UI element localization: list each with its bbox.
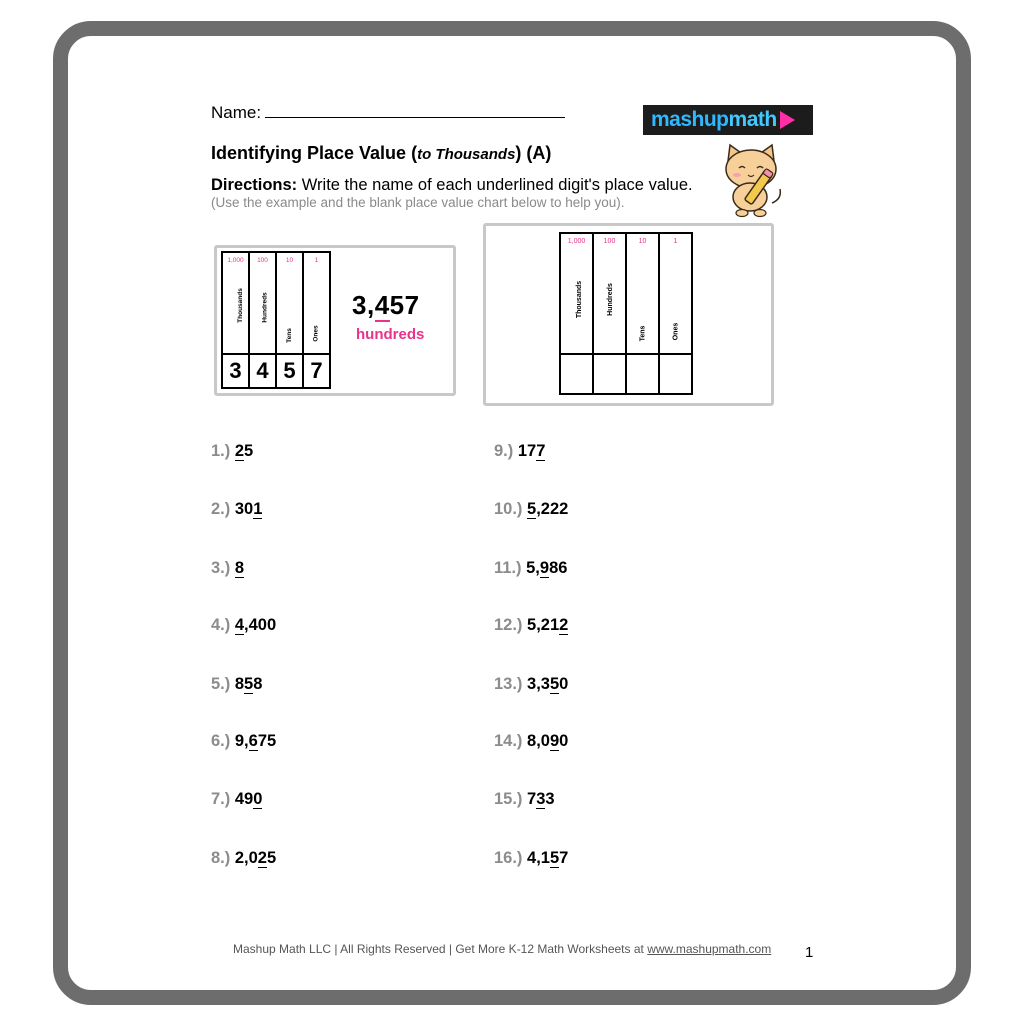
footer-text: Mashup Math LLC | All Rights Reserved | Get More K-12 Math Worksheets at (233, 942, 648, 956)
problem-value (235, 849, 276, 868)
problem-item (211, 849, 276, 868)
blank-digit-cell[interactable] (659, 354, 692, 394)
problem-digits-after: 0 (559, 732, 569, 750)
example-number (352, 290, 420, 321)
problem-digits-after: 7 (559, 849, 569, 867)
problem-underlined-digit: 6 (248, 732, 258, 750)
problem-number: 11.) (494, 559, 522, 577)
title-end: (A) (521, 143, 552, 163)
example-value-label: 10 (285, 257, 294, 264)
problem-number: 16.) (494, 849, 523, 867)
problem-digits-before: 2,0 (234, 849, 258, 867)
problem-digits-before: 7 (527, 790, 537, 808)
problem-number: 9.) (494, 442, 514, 460)
example-number-underlined-digit: 4 (374, 290, 390, 320)
name-blank-line[interactable] (265, 103, 565, 118)
problem-value (526, 559, 567, 578)
problem-item (494, 849, 568, 868)
example-label: Ones (312, 325, 320, 342)
problem-digits-after: 5 (244, 442, 254, 460)
mashupmath-logo (643, 105, 813, 135)
problem-digits-after: 8 (253, 675, 263, 693)
problem-value (527, 849, 568, 868)
example-column-ones (303, 252, 330, 354)
problem-digits-before: 17 (517, 442, 537, 460)
problem-number: 6.) (211, 732, 231, 750)
example-label: Hundreds (261, 292, 269, 323)
sub-directions: (Use the example and the blank place value chart below to help you). (211, 195, 625, 210)
blank-value-label: 1,000 (567, 238, 586, 245)
problem-item (494, 442, 545, 461)
problem-underlined-digit: 8 (234, 559, 245, 577)
problem-item (211, 790, 262, 809)
problem-digits-after: 75 (257, 732, 277, 750)
problem-value (235, 790, 263, 809)
example-label: Thousands (236, 288, 244, 323)
name-field[interactable] (211, 103, 565, 123)
example-column-tens (276, 252, 303, 354)
blank-column-thousands (560, 233, 593, 354)
title-start: Identifying Place Value (211, 143, 412, 163)
problem-item (494, 732, 568, 751)
example-value-label: 1 (314, 257, 319, 264)
problem-digits-after: ,400 (244, 616, 277, 634)
blank-label: Thousands (576, 280, 584, 319)
problem-item (211, 500, 262, 519)
problem-item (211, 675, 262, 694)
problem-underlined-digit: 2 (559, 616, 569, 634)
problem-underlined-digit: 1 (253, 500, 263, 518)
logo-mashup-text: mashup (651, 108, 729, 131)
problem-number: 15.) (494, 790, 523, 808)
problem-underlined-digit: 5 (549, 849, 560, 867)
example-value-label: 100 (257, 257, 268, 264)
problem-digits-after: ,222 (536, 500, 569, 518)
problem-number: 10.) (494, 500, 523, 518)
problem-underlined-digit: 9 (549, 732, 560, 750)
problem-number: 8.) (211, 849, 231, 867)
problem-item (494, 675, 568, 694)
problem-number: 7.) (211, 790, 231, 808)
blank-label: Tens (638, 325, 646, 342)
problem-item (494, 616, 568, 635)
blank-column-hundreds (593, 233, 626, 354)
name-label: Name: (211, 103, 262, 122)
problem-digits-before: 4,1 (527, 849, 550, 867)
example-number-before: 3, (352, 290, 375, 320)
blank-place-value-chart (559, 232, 693, 395)
problem-underlined-digit: 7 (536, 442, 546, 460)
problem-digits-before: 49 (234, 790, 254, 808)
blank-label: Hundreds (606, 283, 614, 316)
blank-value-label: 100 (603, 238, 616, 245)
problem-underlined-digit: 4 (234, 616, 245, 634)
example-digit: 7 (303, 354, 330, 388)
problem-item (494, 790, 555, 809)
example-digit: 3 (222, 354, 249, 388)
problem-item (494, 559, 567, 578)
problem-value (527, 790, 555, 809)
problem-digits-after: 5 (266, 849, 277, 867)
problem-digits-before: 8,0 (527, 732, 550, 750)
directions-text: Write the name of each underlined digit's place value. (297, 176, 693, 194)
problem-value (527, 500, 568, 519)
problem-underlined-digit: 9 (539, 559, 550, 577)
title-paren-close: ) (515, 143, 522, 163)
example-value-label: 1,000 (227, 257, 244, 264)
example-number-after: 57 (389, 290, 420, 320)
problem-value (527, 616, 568, 635)
problem-underlined-digit: 2 (257, 849, 267, 867)
problem-value (235, 616, 276, 635)
problem-underlined-digit: 0 (253, 790, 263, 808)
example-digit: 4 (249, 354, 276, 388)
problem-digits-before: 8 (234, 675, 245, 693)
blank-digit-cell[interactable] (626, 354, 659, 394)
problem-value (527, 732, 568, 751)
problem-underlined-digit: 5 (527, 500, 537, 518)
directions-label: Directions: (211, 176, 298, 194)
example-column-thousands (222, 252, 249, 354)
problem-digits-before: 30 (234, 500, 254, 518)
blank-value-label: 10 (638, 238, 647, 245)
problem-digits-after: 3 (545, 790, 555, 808)
example-column-hundreds (249, 252, 276, 354)
example-label: Tens (285, 328, 293, 343)
problem-digits-before: 3,3 (527, 675, 550, 693)
blank-column-tens (626, 233, 659, 354)
logo-math-text: math (728, 108, 777, 131)
problem-digits-before: 9, (234, 732, 249, 750)
problem-underlined-digit: 2 (234, 442, 245, 460)
problem-digits-before: 5,21 (527, 616, 560, 634)
problem-underlined-digit: 5 (549, 675, 560, 693)
problem-number: 12.) (494, 616, 523, 634)
play-icon (780, 111, 795, 129)
problem-value (235, 442, 253, 461)
problem-item (494, 500, 568, 519)
worksheet-title (211, 143, 551, 164)
title-italic: to Thousands (417, 146, 516, 163)
problem-number: 2.) (211, 500, 231, 518)
problem-number: 14.) (494, 732, 523, 750)
blank-value-label: 1 (673, 238, 678, 245)
problem-underlined-digit: 3 (536, 790, 546, 808)
problem-value (235, 675, 263, 694)
blank-digit-cell[interactable] (593, 354, 626, 394)
problem-digits-after: 86 (549, 559, 568, 577)
problem-item (211, 559, 244, 578)
blank-column-ones (659, 233, 692, 354)
footer (233, 942, 771, 956)
problem-number: 4.) (211, 616, 231, 634)
problem-item (211, 732, 276, 751)
problem-item (211, 442, 253, 461)
page-number: 1 (805, 944, 814, 961)
problem-value (235, 559, 244, 578)
directions (211, 176, 693, 195)
problem-value (235, 732, 276, 751)
blank-label: Ones (671, 322, 679, 341)
problem-value (527, 675, 568, 694)
problem-digits-before: 5, (526, 559, 540, 577)
problem-value (235, 500, 263, 519)
problem-number: 5.) (211, 675, 231, 693)
footer-link[interactable]: www.mashupmath.com (647, 942, 772, 956)
title-paren-open: ( (411, 143, 418, 163)
problem-value (518, 442, 546, 461)
problem-number: 1.) (211, 442, 231, 460)
problem-item (211, 616, 276, 635)
example-digit: 5 (276, 354, 303, 388)
problem-underlined-digit: 5 (244, 675, 254, 693)
example-place-value-chart (221, 251, 331, 389)
cat-mascot-icon (714, 141, 790, 219)
blank-digit-cell[interactable] (560, 354, 593, 394)
example-answer: hundreds (356, 326, 425, 343)
problem-number: 3.) (211, 559, 231, 577)
problem-number: 13.) (494, 675, 523, 693)
problem-digits-after: 0 (559, 675, 569, 693)
